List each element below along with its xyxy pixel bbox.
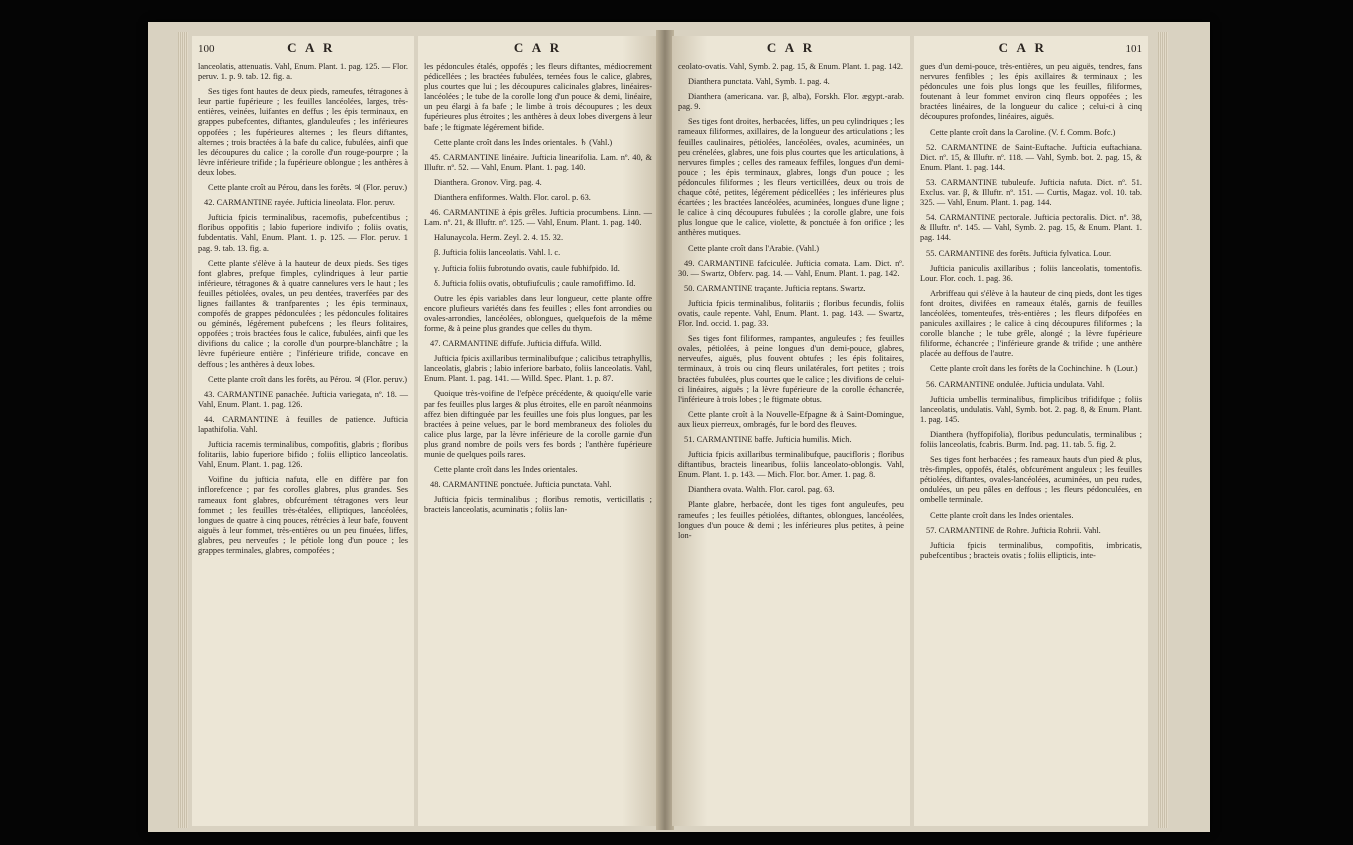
dictionary-entry-heading: 45. CARMANTINE linéaire. Jufticia linearifolia. Lam. nº. 40, & Illuftr. nº. 52. — Vahl, Enum. Plant. 1. pag. 140.	[424, 152, 652, 172]
dictionary-entry-heading: 55. CARMANTINE des forêts. Jufticia fylvatica. Lour.	[926, 248, 1112, 258]
text-paragraph: Jufticia fpicis terminalibus ; floribus remotis, verticillatis ; bracteis lanceolatis, acuminatis ; foliis lan-	[424, 495, 652, 515]
right-page-edges	[1158, 32, 1168, 828]
text-paragraph: lanceolatis, attenuatis. Vahl, Enum. Plant. 1. pag. 125. — Flor. peruv. 1. p. 9. tab. 12. fig. a.	[198, 62, 408, 82]
left-page-column-2	[418, 36, 658, 826]
dictionary-entry-heading: 50. CARMANTINE traçante. Jufticia reptans. Swartz.	[684, 283, 866, 293]
text-paragraph: Dianthera ovata. Walth. Flor. carol. pag. 63.	[688, 485, 835, 495]
text-paragraph: Halunaycola. Herm. Zeyl. 2. 4. 15. 32.	[434, 233, 564, 243]
text-paragraph: Cette plante croît dans les Indes orientales.	[930, 510, 1074, 520]
text-paragraph: Arbriffeau qui s'élève à la hauteur de cinq pieds, dont les tiges font droites, divifées en rameaux étalés, garnis de feuilles lancéolées, tomenteufes, très-entières ; les fleurs difpofées en panicules axillaires ; le calice à cinq découpures filiformes ; la corolle blanche ; le tube grêle, alongé ; la lèvre fupérieure filiforme, échancrée ; l'inférieure grande & trifide ; une anthère placée au deffous de l'autre.	[920, 288, 1142, 359]
left-page-header	[198, 40, 408, 56]
dictionary-entry-heading: 48. CARMANTINE ponctuée. Jufticia punctata. Vahl.	[430, 480, 612, 490]
text-paragraph: Dianthera punctata. Vahl, Symb. 1. pag. 4.	[688, 77, 830, 87]
text-paragraph: Jufticia fpicis terminalibus, compofitis, imbricatis, pubefcentibus ; bracteis ovatis ; foliis ellipticis, inte-	[920, 540, 1142, 560]
text-paragraph: Jufticia paniculis axillaribus ; foliis lanceolatis, tomentofis. Lour. Flor. coch. 1. pag. 36.	[920, 263, 1142, 283]
text-paragraph: Quoique très-voifine de l'efpèce précédente, & quoiqu'elle varie par fes feuilles plus larges & plus étroites, elle en paroît néanmoins affez bien diftinguée par les feuilles une fois plus longues, par les bractées à peine velues, par le bord membraneux des folioles du calice plus large, par la lèvre inférieure de la corolle garnie d'un plus grand nombre de poils vers fes bords ; l'anthère fupérieure munie de quelques poils rares.	[424, 389, 652, 459]
text-paragraph: Dianthera enfiformes. Walth. Flor. carol. p. 63.	[434, 193, 591, 203]
text-paragraph: Outre les épis variables dans leur longueur, cette plante offre encore plufieurs variétés dans fes feuilles ; elles font arrondies ou ovales-arrondies, lancéolées, oblongues, quelquefois de la même forme, & à peine plus grandes que celles du thym.	[424, 293, 652, 333]
text-paragraph: Jufticia fpicis terminalibus, folitariis ; floribus fecundis, foliis ovatis, caule repente. Vahl, Enum. Plant. 1. pag. 143. — Swartz, Flor. Ind. occid. 1. pag. 33.	[678, 298, 904, 329]
left-page-edges	[178, 32, 188, 828]
text-paragraph: Ses tiges font droites, herbacées, liffes, un peu cylindriques ; les rameaux filiformes, axillaires, de la longueur des articulations ; les feuilles caulinaires, pétiolées, lancéolées, ovales, acuminées, un peu crénelées, glabres, une fois plus courtes que les articulations, à nervures fimples ; celles des rameaux feffiles, longues d'un demi-pouce ; les épis terminaux, glabres, longs d'un pouce ; les pédoncules filiformes ; les fleurs verticillées, deux ou trois de chaque côté, petites, légérement pédicellées ; les inférieures plus écartées ; les bractées lancéolées, acuminées, longues d'une ligne ; le calice à cinq découpures fubulées ; la corolle glabre, une fois plus longue que le calice, violette, & ponctuée à fon orifice ; les anthères mutiques.	[678, 117, 904, 238]
text-paragraph: Cette plante croît dans les Indes orientales.	[434, 465, 578, 475]
text-paragraph: les pédoncules étalés, oppofés ; les fleurs diftantes, médiocrement pédicellées ; les bractées fubulées, ternées fous le calice, glabres, plus courtes que lui ; les découpures calicinales glabres, linéaires-lancéolées ; le tube de la corolle long d'un pouce & demi, linéaire, un peu élargi à fa bafe ; le limbe à trois découpures ; les deux fupérieures plus étroites ; les anthères à deux lobes divergens à leur bafe ; le ftigmate légérement bifide.	[424, 62, 652, 132]
text-paragraph: Cette plante croît à la Nouvelle-Efpagne & à Saint-Domingue, aux lieux pierreux, ombragés, fur le bord des fleuves.	[678, 409, 904, 429]
text-paragraph: β. Jufticia foliis lanceolatis. Vahl. l. c.	[434, 248, 561, 258]
running-head-right-2: C A R	[998, 40, 1047, 55]
text-paragraph: Jufticia fpicis axillaribus terminalibufque ; calicibus tetraphyllis, lanceolatis, glabris ; labio inferiore barbato, foliis lanceolatis. Vahl, Enum. Plant. 1. pag. 141. — Willd. Spec. Plant. 1. p. 87.	[424, 354, 652, 384]
text-paragraph: Jufticia fpicis terminalibus, racemofis, pubefcentibus ; floribus oppofitis ; labio fuperiore indivifo ; foliis ovatis, fubdentatis. Vahl, Enum. Plant. 1. p. 125. — Flor. peruv. 1 pag. 9. tab. 13. fig. a.	[198, 213, 408, 253]
text-column	[418, 62, 658, 515]
text-paragraph: δ. Jufticia foliis ovatis, obtufiufculis ; caule ramofiffimo. Id.	[434, 278, 636, 288]
dictionary-entry-heading: 54. CARMANTINE pectorale. Jufticia pectoralis. Dict. nº. 38, & Illuftr. nº. 145. — Vahl, Symb. 2. pag. 15, & Enum. Plant. 1. pag. 144.	[920, 213, 1142, 243]
right-page-header	[678, 40, 904, 56]
text-paragraph: Dianthera (americana. var. β, alba), Forskh. Flor. ægypt.-arab. pag. 9.	[678, 92, 904, 112]
open-book	[148, 22, 1210, 832]
left-page-header-2	[424, 40, 652, 56]
text-paragraph: Dianthera (hyffopifolia), floribus pedunculatis, terminalibus ; foliis lanceolatis, fcabris. Burm. Ind. pag. 11. tab. 5. fig. 2.	[920, 429, 1142, 449]
dictionary-entry-heading: 43. CARMANTINE panachée. Jufticia variegata, nº. 18. — Vahl, Enum. Plant. 1. pag. 126.	[198, 389, 408, 409]
right-page-header-2	[920, 40, 1142, 56]
dictionary-entry-heading: 57. CARMANTINE de Rohre. Jufticia Rohrii. Vahl.	[926, 525, 1101, 535]
right-page-column-1	[672, 36, 910, 826]
text-paragraph: Cette plante croît dans les forêts, au Pérou. ♃ (Flor. peruv.)	[208, 374, 408, 384]
left-page-column-1	[192, 36, 414, 826]
text-paragraph: γ. Jufticia foliis fubrotundo ovatis, caule fubhifpido. Id.	[434, 263, 620, 273]
text-paragraph: ceolato-ovatis. Vahl, Symb. 2. pag. 15, & Enum. Plant. 1. pag. 142.	[678, 62, 904, 71]
text-paragraph: Ses tiges font herbacées ; fes rameaux hauts d'un pied & plus, très-fimples, oppofés, étalés, obfcurément anguleux ; les feuilles pétiolées, diftantes, ovales-lancéolées, acuminées, un peu rudes, ondulées, un peu pâles en deffous ; les fleurs pédonculées, en ombelle terminale.	[920, 455, 1142, 505]
running-head-left: C A R	[287, 40, 336, 55]
text-paragraph: Cette plante s'élève à la hauteur de deux pieds. Ses tiges font glabres, prefque fimples, cylindriques à leur partie inférieure, tétragones & à quatre cannelures vers le haut ; les feuilles pétiolées, ovales, un peu dentées, traverfées par des lignes faillantes & tranfparentes ; les épis terminaux, compofés de grappes pédonculées ; les pédoncules folitaires ou géminés, légérement pubefcens ; les fleurs folitaires, oppofées ; trois bractées fous le calice, fubulées, ainfi que les divifions du calice ; la corolle d'un pourpre-blanchâtre ; la lèvre fupérieure entière ; l'inférieure trifide, concave en deffous ; les anthères à deux lobes.	[198, 258, 408, 369]
text-paragraph: Dianthera. Gronov. Virg. pag. 4.	[434, 177, 542, 187]
page-number-left: 100	[198, 43, 215, 55]
dictionary-entry-heading: 44. CARMANTINE à feuilles de patience. Jufticia lapathifolia. Vahl.	[198, 414, 408, 434]
text-column	[914, 62, 1148, 561]
text-paragraph: Cette plante croît dans les Indes orientales. ♄ (Vahl.)	[434, 137, 613, 147]
text-paragraph: Jufticia racemis terminalibus, compofitis, glabris ; floribus folitariis, labio fuperiore bifido ; foliis elliptico lanceolatis. Vahl, Enum. Plant. 1. pag. 126.	[198, 440, 408, 470]
page-number-right: 101	[1125, 43, 1142, 55]
running-head-right: C A R	[766, 40, 816, 55]
text-paragraph: Ses tiges font hautes de deux pieds, rameufes, tétragones à leur partie fupérieure ; les feuilles lancéolées, larges, très-entières, veinées, luifantes en deffus ; les épis terminaux, en grappes pubefcentes, diftantes, glanduleufes ; les inférieures oppofées ; les fupérieures alternes ; les fleurs diftantes, alternes ; trois bractées à la bafe du calice, fubulées, ainfi que les découpures du calice ; la corolle d'un rouge-pourpre ; la lèvre inférieure trifide ; la fupérieure oblongue ; les anthères à deux lobes.	[198, 87, 408, 177]
right-page-column-2	[914, 36, 1148, 826]
dictionary-entry-heading: 53. CARMANTINE tubuleufe. Jufticia nafuta. Dict. nº. 51. Exclus. var. β, & Illuftr. nº. 151. — Curtis, Magaz. vol. 10. tab. 325. — Vahl, Enum. Plant. 1. pag. 144.	[920, 177, 1142, 208]
text-paragraph: gues d'un demi-pouce, très-entières, un peu aiguës, tendres, fans nervures fenfibles ; les épis axillaires & terminaux ; les pédoncules une fois plus longs que les feuilles, filiformes, foutenant à leur fommet environ cinq fleurs oppofées ; les bractées linéaires, de la longueur du calice ; celui-ci à cinq découpures profondes, linéaires, aiguës.	[920, 62, 1142, 122]
running-head-left-2: C A R	[513, 40, 563, 55]
dictionary-entry-heading: 56. CARMANTINE ondulée. Jufticia undulata. Vahl.	[926, 379, 1105, 389]
text-paragraph: Plante glabre, herbacée, dont les tiges font anguleufes, peu rameufes ; les feuilles pétiolées, diftantes, oblongues, lancéolées, longues d'un pouce & demi ; les inférieures plus petites, à peine lon-	[678, 500, 904, 540]
dictionary-entry-heading: 46. CARMANTINE à épis grêles. Jufticia procumbens. Linn. — Lam. nº. 21, & Illuftr. nº. 125. — Vahl, Enum. Plant. 1. pag. 140.	[424, 208, 652, 228]
text-paragraph: Cette plante croît au Pérou, dans les forêts. ♃ (Flor. peruv.)	[208, 183, 408, 193]
dictionary-entry-heading: 47. CARMANTINE diffufe. Jufticia diffufa. Willd.	[430, 339, 602, 349]
text-paragraph: Jufticia fpicis axillaribus terminalibufque, paucifloris ; floribus diftantibus, bracteis linearibus, foliis lanceolato-oblongis. Vahl, Enum. Plant. 1. p. 143. — Mich. Flor. bor. Amer. 1. pag. 8.	[678, 450, 904, 480]
text-paragraph: Cette plante croît dans l'Arabie. (Vahl.)	[688, 243, 820, 253]
dictionary-entry-heading: 49. CARMANTINE fafciculée. Jufticia comata. Lam. Dict. nº. 30. — Swartz, Obferv. pag. 14. — Vahl, Enum. Plant. 1. pag. 142.	[678, 258, 904, 278]
dictionary-entry-heading: 52. CARMANTINE de Saint-Euftache. Jufticia euftachiana. Dict. nº. 15, & Illuftr. nº. 118. — Vahl, Symb. bot. 2. pag. 15, & Enum. Plant. 1. pag. 144.	[920, 142, 1142, 172]
text-paragraph: Cette plante croît dans la Caroline. (V. f. Comm. Bofc.)	[930, 127, 1116, 137]
text-column	[192, 62, 414, 556]
text-paragraph: Ses tiges font filiformes, rampantes, anguleufes ; fes feuilles ovales, pétiolées, à peine longues d'un demi-pouce, glabres, nerveufes, aiguës, plus fouvent obtufes ; les épis folitaires, terminaux, à trois ou cinq fleurs unilatérales, fort petites ; trois bractées fubulées, plus courtes que le calice ; les divifions de celui-ci linéaires, aiguës ; la lèvre fupérieure de la corolle échancrée, l'inférieure à trois lobes ; le ftigmate obtus.	[678, 334, 904, 404]
text-paragraph: Jufticia umbellis terminalibus, fimplicibus trifidifque ; foliis lanceolatis, undulatis. Vahl, Symb. bot. 2. pag. 8, & Enum. Plant. 1. pag. 145.	[920, 394, 1142, 424]
text-paragraph: Voifine du jufticia nafuta, elle en diffère par fon inflorefcence ; par fes corolles glabres, plus grandes. Ses rameaux font glabres, obfcurément tétragones vers leur fommet ; les feuilles très-étalées, elliptiques, lancéolées, longues de quatre à cinq pouces, rétrécies à leur bafe, fouvent aiguës à leur fommet, très-entières ou un peu finuées, liffes, glabres, peu nerveufes ; le pétiole long d'un pouce ; les grappes terminales, glabres, compofées ;	[198, 475, 408, 556]
text-column	[672, 62, 910, 541]
dictionary-entry-heading: 51. CARMANTINE baffe. Jufticia humilis. Mich.	[684, 435, 852, 444]
dictionary-entry-heading: 42. CARMANTINE rayée. Jufticia lineolata. Flor. peruv.	[204, 198, 395, 208]
text-paragraph: Cette plante croît dans les forêts de la Cochinchine. ♄ (Lour.)	[930, 364, 1138, 374]
